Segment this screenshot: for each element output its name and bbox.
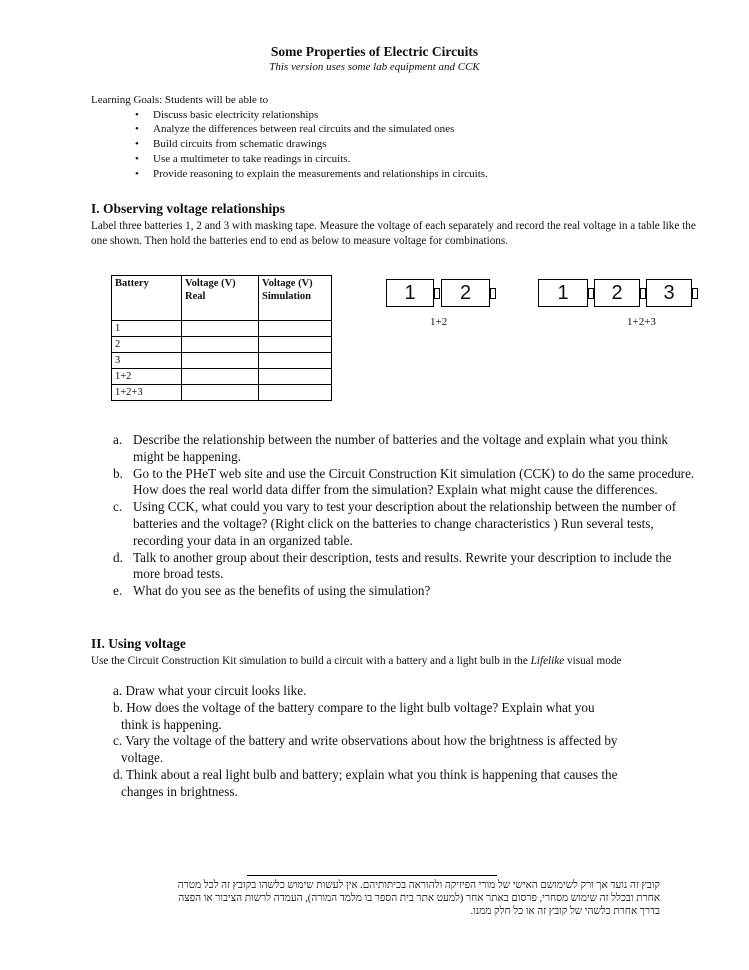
list-item: d. Think about a real light bulb and battery; explain what you think is happening that causes the changes in brightness. xyxy=(113,766,618,799)
list-item: c. Vary the voltage of the battery and write observations about how the brightness is affected by voltage. xyxy=(113,733,618,766)
table-row xyxy=(112,369,332,385)
list-item: d. Talk to another group about their description, tests and results. Rewrite your description to include the more broad tests. xyxy=(113,549,672,582)
battery-triple-diagram xyxy=(538,279,708,339)
list-item: • Discuss basic electricity relationships xyxy=(135,108,319,121)
bullet-icon: • xyxy=(135,138,139,151)
table-cell[interactable] xyxy=(182,337,259,353)
page-title: Some Properties of Electric Circuits xyxy=(270,44,479,59)
table-cell[interactable] xyxy=(182,385,259,401)
table-cell: 2 xyxy=(112,337,182,353)
list-item: • Build circuits from schematic drawings xyxy=(135,138,327,151)
bullet-icon: • xyxy=(135,108,139,121)
list-item: b. Go to the PHeT web site and use the Circuit Construction Kit simulation (CCK) to do the same procedure. How does the real world data differ from the simulation? Explain what might cause the differences. xyxy=(113,465,695,498)
battery-icon: 2 xyxy=(594,279,640,307)
list-item: b. How does the voltage of the battery compare to the light bulb voltage? Explain what you think is happening. xyxy=(113,699,595,732)
table-cell[interactable] xyxy=(259,385,332,401)
learning-goals-list xyxy=(91,108,488,182)
battery-icon: 1 xyxy=(538,279,588,307)
bullet-icon: • xyxy=(135,123,139,136)
battery-pair-diagram xyxy=(386,279,506,339)
list-item: e. What do you see as the benefits of using the simulation? xyxy=(113,583,431,599)
footer-line: אחרת ובכלל זה שימוש מסחרי, פרסום באתר אחר (למעט אתר בית הספר בו מלמד המורה), העמדה לרשות הציבור או הפצה xyxy=(178,893,660,904)
table-cell[interactable] xyxy=(182,321,259,337)
list-item: a. Draw what your circuit looks like. xyxy=(113,683,307,698)
learning-goals-intro: Learning Goals: Students will be able to xyxy=(91,94,269,106)
table-header: Battery xyxy=(112,276,182,321)
diagram-label: 1+2 xyxy=(430,316,448,328)
table-cell[interactable] xyxy=(182,369,259,385)
battery-terminal-icon xyxy=(692,288,698,299)
table-cell: 1+2+3 xyxy=(112,385,182,401)
battery-icon: 1 xyxy=(386,279,434,307)
footer-line: קובץ זה נועד אך ורק לשימושם האישי של מורי הפיזיקה ולהוראה בכיתותיהם. אין לעשות שימוש כלשהו בקובץ זה לכל מטרה xyxy=(177,880,660,891)
table-cell: 1+2 xyxy=(112,369,182,385)
table-header: Voltage (V) Real xyxy=(182,276,259,321)
battery-terminal-icon xyxy=(434,288,440,299)
table-header-row xyxy=(112,276,332,321)
list-item: • Use a multimeter to take readings in circuits. xyxy=(135,152,351,165)
section2-questions xyxy=(113,683,713,801)
section-heading-using-voltage: II. Using voltage xyxy=(91,636,186,651)
table-cell[interactable] xyxy=(182,353,259,369)
section-heading-voltage-relationships: I. Observing voltage relationships xyxy=(91,201,286,216)
table-row xyxy=(112,337,332,353)
list-item: c. Using CCK, what could you vary to test your description about the relationship between the number of batteries and the voltage? (Right click on the batteries to change characteristics ) Run several tests, recording your data in an organized table. xyxy=(113,499,677,548)
footnote-divider xyxy=(247,875,497,876)
table-cell: 3 xyxy=(112,353,182,369)
battery-icon: 2 xyxy=(441,279,490,307)
learning-goals xyxy=(91,93,488,181)
table-cell[interactable] xyxy=(259,369,332,385)
table-cell[interactable] xyxy=(259,321,332,337)
table-row xyxy=(112,385,332,401)
table-cell[interactable] xyxy=(259,353,332,369)
diagram-label: 1+2+3 xyxy=(627,316,656,328)
bullet-icon: • xyxy=(135,167,139,180)
table-row xyxy=(112,321,332,337)
battery-icon: 3 xyxy=(646,279,692,307)
list-item: • Provide reasoning to explain the measurements and relationships in circuits. xyxy=(135,167,488,180)
section2-intro: Use the Circuit Construction Kit simulation to build a circuit with a battery and a light bulb in the Lifelike visual mode xyxy=(91,655,622,667)
bullet-icon: • xyxy=(135,152,139,165)
table-cell[interactable] xyxy=(259,337,332,353)
section1-intro: Label three batteries 1, 2 and 3 with masking tape. Measure the voltage of each separately and record the real voltage in a table like the one shown. Then hold the batteries end to end as below to measure voltage for combinations. xyxy=(91,220,696,247)
footer-notice xyxy=(100,879,660,918)
table-header: Voltage (V) Simulation xyxy=(259,276,332,321)
page-subtitle: This version uses some lab equipment and CCK xyxy=(269,61,480,73)
table-cell: 1 xyxy=(112,321,182,337)
list-item: • Analyze the differences between real circuits and the simulated ones xyxy=(135,123,455,136)
section1-questions xyxy=(110,432,700,600)
voltage-table xyxy=(111,275,332,401)
battery-terminal-icon xyxy=(490,288,496,299)
footer-line: בדרך אחרת כלשהי של קובץ זה או כל חלק ממנו. xyxy=(470,906,660,917)
table-row xyxy=(112,353,332,369)
list-item: a. Describe the relationship between the number of batteries and the voltage and explain what you think might be happening. xyxy=(113,432,669,464)
